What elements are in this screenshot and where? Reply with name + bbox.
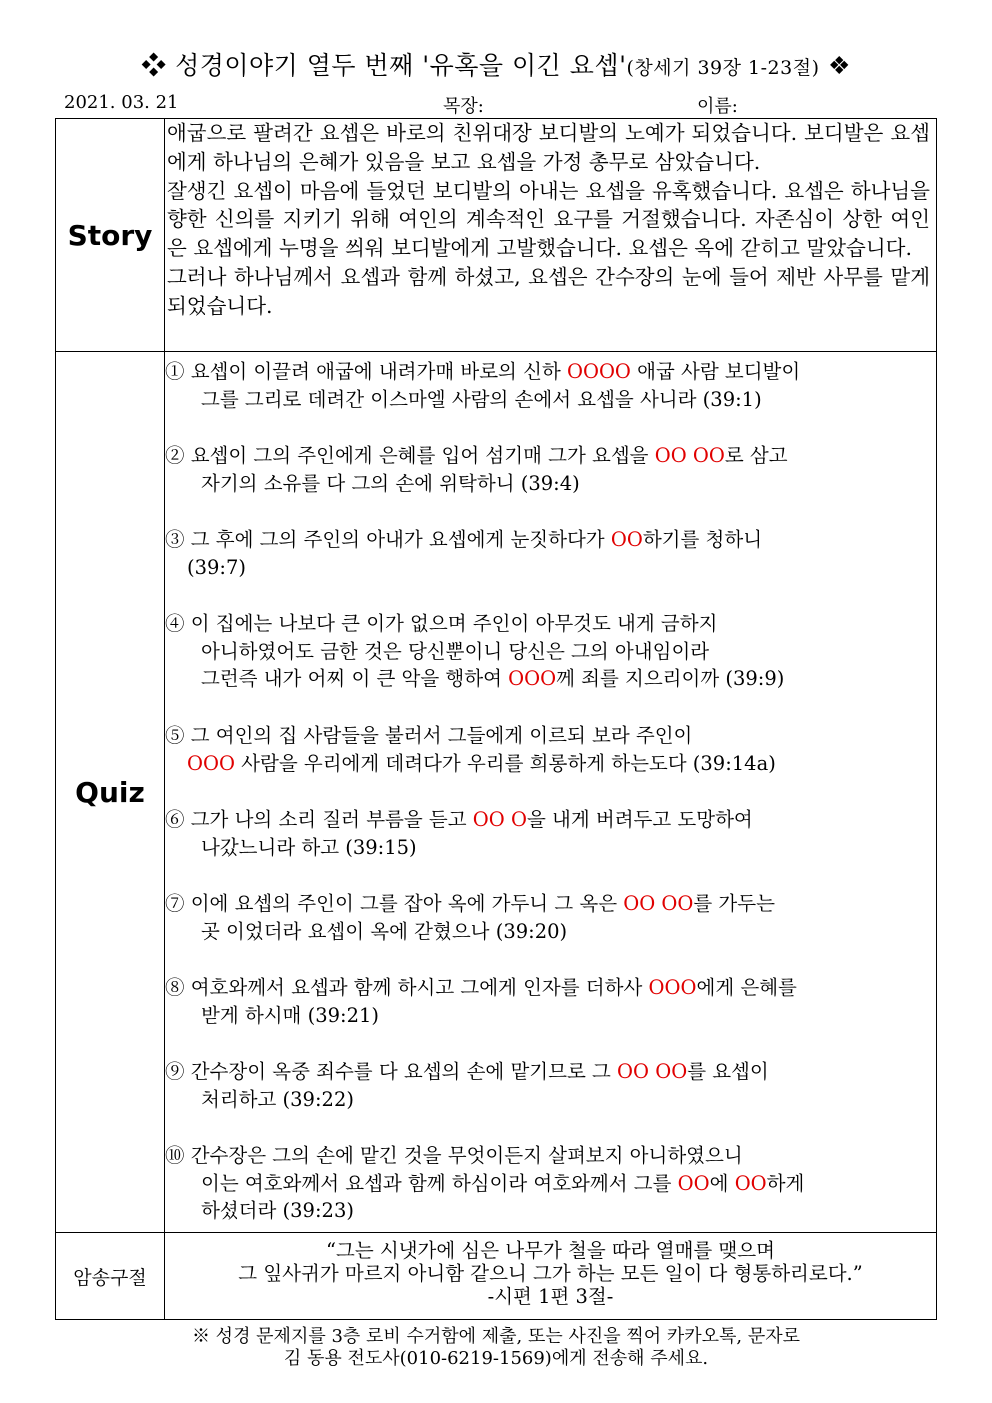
question-text: ④ 이 집에는 나보다 큰 이가 없으며 주인이 아무것도 내게 금하지 (165, 612, 718, 635)
answer-blank: OOO (648, 976, 697, 999)
question-text: 나갔느니라 하고 (39:15) (201, 835, 417, 859)
question-text: ⑥ 그가 나의 소리 질러 부름을 듣고 (165, 808, 473, 831)
story-label: Story (56, 119, 165, 352)
memory-verse-reference: -시편 1편 3절- (487, 1285, 614, 1308)
story-paragraph: 잘생긴 요셉이 마음에 들었던 보디발의 아내는 요셉을 유혹했습니다. 요셉은 하나님을 향한 신의를 지키기 위해 여인의 계속적인 요구를 거절했습니다. 자존심이 상한 여인은 요셉에게 누명을 씌워 보디발에게 고발했습니다. 요셉은 옥에 갇히고 말았습니다. (167, 178, 930, 261)
story-text (165, 119, 936, 351)
question-text: 에게 은혜를 (696, 976, 797, 999)
question-text: ⑦ 이에 요셉의 주인이 그를 잡아 옥에 가두니 그 옥은 (165, 892, 624, 915)
submission-notice (0, 1326, 992, 1370)
memory-verse (165, 1233, 936, 1319)
pastor-label: 목장: (443, 96, 484, 117)
question-text: ⑩ 간수장은 그의 손에 맡긴 것을 무엇이든지 살펴보지 아니하였으니 (165, 1144, 743, 1167)
quiz-question-10 (165, 1142, 930, 1225)
memory-verse-row (56, 1233, 937, 1320)
question-text: 이는 여호와께서 요셉과 함께 하심이라 여호와께서 그를 (201, 1171, 678, 1195)
title-end-mark: ❖ (819, 51, 851, 80)
answer-blank: OOOO (566, 360, 631, 383)
quiz-question-6 (165, 806, 930, 861)
answer-blank: OOO (187, 751, 235, 775)
question-text: 아니하였어도 금한 것은 당신뿐이니 당신은 그의 아내임이라 (201, 639, 710, 663)
title-reference: (창세기 39장 1-23절) (626, 57, 820, 79)
question-text: 그를 그리로 데려간 이스마엘 사람의 손에서 요셉을 사니라 (39:1) (201, 387, 762, 411)
quiz-question-4 (165, 610, 930, 693)
question-text: ⑤ 그 여인의 집 사람들을 불러서 그들에게 이르되 보라 주인이 (165, 724, 693, 747)
memory-verse-line: “그는 시냇가에 심은 나무가 철을 따라 열매를 맺으며 (326, 1239, 775, 1262)
question-text: (39:7) (187, 555, 247, 579)
story-row (56, 119, 937, 352)
notice-line: ※ 성경 문제지를 3층 로비 수거함에 제출, 또는 사진을 찍어 카카오톡, 문자로 (191, 1326, 801, 1347)
question-text: 하게 (766, 1171, 805, 1195)
quiz-question-3 (165, 526, 930, 581)
answer-blank: OO O (472, 808, 527, 831)
question-text: ⑧ 여호와께서 요셉과 함께 하시고 그에게 인자를 더하사 (165, 976, 649, 999)
question-text: ② 요셉이 그의 주인에게 은혜를 입어 섬기매 그가 요셉을 (165, 444, 655, 467)
question-text: ③ 그 후에 그의 주인의 아내가 요셉에게 눈짓하다가 (165, 528, 611, 551)
quiz-question-9 (165, 1058, 930, 1113)
answer-blank: OO (734, 1171, 767, 1195)
question-text: 에 (709, 1171, 735, 1195)
quiz-question-1 (165, 358, 930, 413)
memory-verse-label: 암송구절 (56, 1233, 165, 1320)
answer-blank: OO (610, 528, 643, 551)
question-text: 자기의 소유를 다 그의 손에 위탁하니 (39:4) (201, 471, 580, 495)
date: 2021. 03. 21 (64, 92, 179, 113)
quiz-question-7 (165, 890, 930, 945)
question-text: 사람을 우리에게 데려다가 우리를 희롱하게 하는도다 (39:14a) (234, 751, 776, 775)
worksheet-table (55, 118, 937, 1320)
notice-line: 김 동용 전도사(010-6219-1569)에게 전송해 주세요. (283, 1348, 709, 1369)
question-text: ⑨ 간수장이 옥중 죄수를 다 요셉의 손에 맡기므로 그 (165, 1060, 618, 1083)
answer-blank: OO OO (617, 1060, 688, 1083)
memory-verse-line: 그 잎사귀가 마르지 아니함 같으니 그가 하는 모든 일이 다 형통하리로다.” (238, 1262, 863, 1285)
question-text: 하기를 청하니 (642, 528, 763, 551)
quiz-question-2 (165, 442, 930, 497)
question-text: 받게 하시매 (39:21) (201, 1003, 379, 1027)
quiz-question-8 (165, 974, 930, 1029)
question-text: 하셨더라 (39:23) (201, 1199, 354, 1222)
question-text: 로 삼고 (724, 444, 788, 467)
title-main: ❖ 성경이야기 열두 번째 '유혹을 이긴 요셉' (141, 51, 627, 80)
quiz-cell (165, 352, 937, 1233)
story-cell (165, 119, 937, 352)
question-text: 처리하고 (39:22) (201, 1087, 354, 1111)
quiz-row (56, 352, 937, 1233)
answer-blank: OOO (508, 667, 557, 690)
quiz-list (165, 352, 936, 1232)
story-paragraph: 애굽으로 팔려간 요셉은 바로의 친위대장 보디발의 노예가 되었습니다. 보디발은 요셉에게 하나님의 은혜가 있음을 보고 요셉을 가정 총무로 삼았습니다. (167, 121, 930, 174)
question-text: 께 죄를 지으리이까 (39:9) (556, 667, 785, 690)
memory-verse-cell (165, 1233, 937, 1320)
question-text: 곳 이었더라 요셉이 옥에 갇혔으나 (39:20) (201, 919, 568, 943)
question-text: 그런즉 내가 어찌 이 큰 악을 행하여 (201, 667, 509, 690)
answer-blank: OO (677, 1171, 710, 1195)
quiz-label: Quiz (56, 352, 165, 1233)
question-text: 을 내게 버려두고 도망하여 (526, 808, 753, 831)
question-text: 를 요셉이 (687, 1060, 769, 1083)
story-paragraph: 그러나 하나님께서 요셉과 함께 하셨고, 요셉은 간수장의 눈에 들어 제반 사무를 맡게 되었습니다. (167, 264, 930, 318)
question-text: ① 요셉이 이끌려 애굽에 내려가매 바로의 신하 (165, 360, 567, 383)
answer-blank: OO OO (654, 444, 725, 467)
question-text: 를 가두는 (693, 892, 775, 915)
question-text: 애굽 사람 보디발이 (630, 360, 801, 383)
answer-blank: OO OO (623, 892, 694, 915)
name-label: 이름: (697, 96, 738, 117)
quiz-question-5 (165, 722, 930, 777)
worksheet-title (0, 46, 992, 82)
